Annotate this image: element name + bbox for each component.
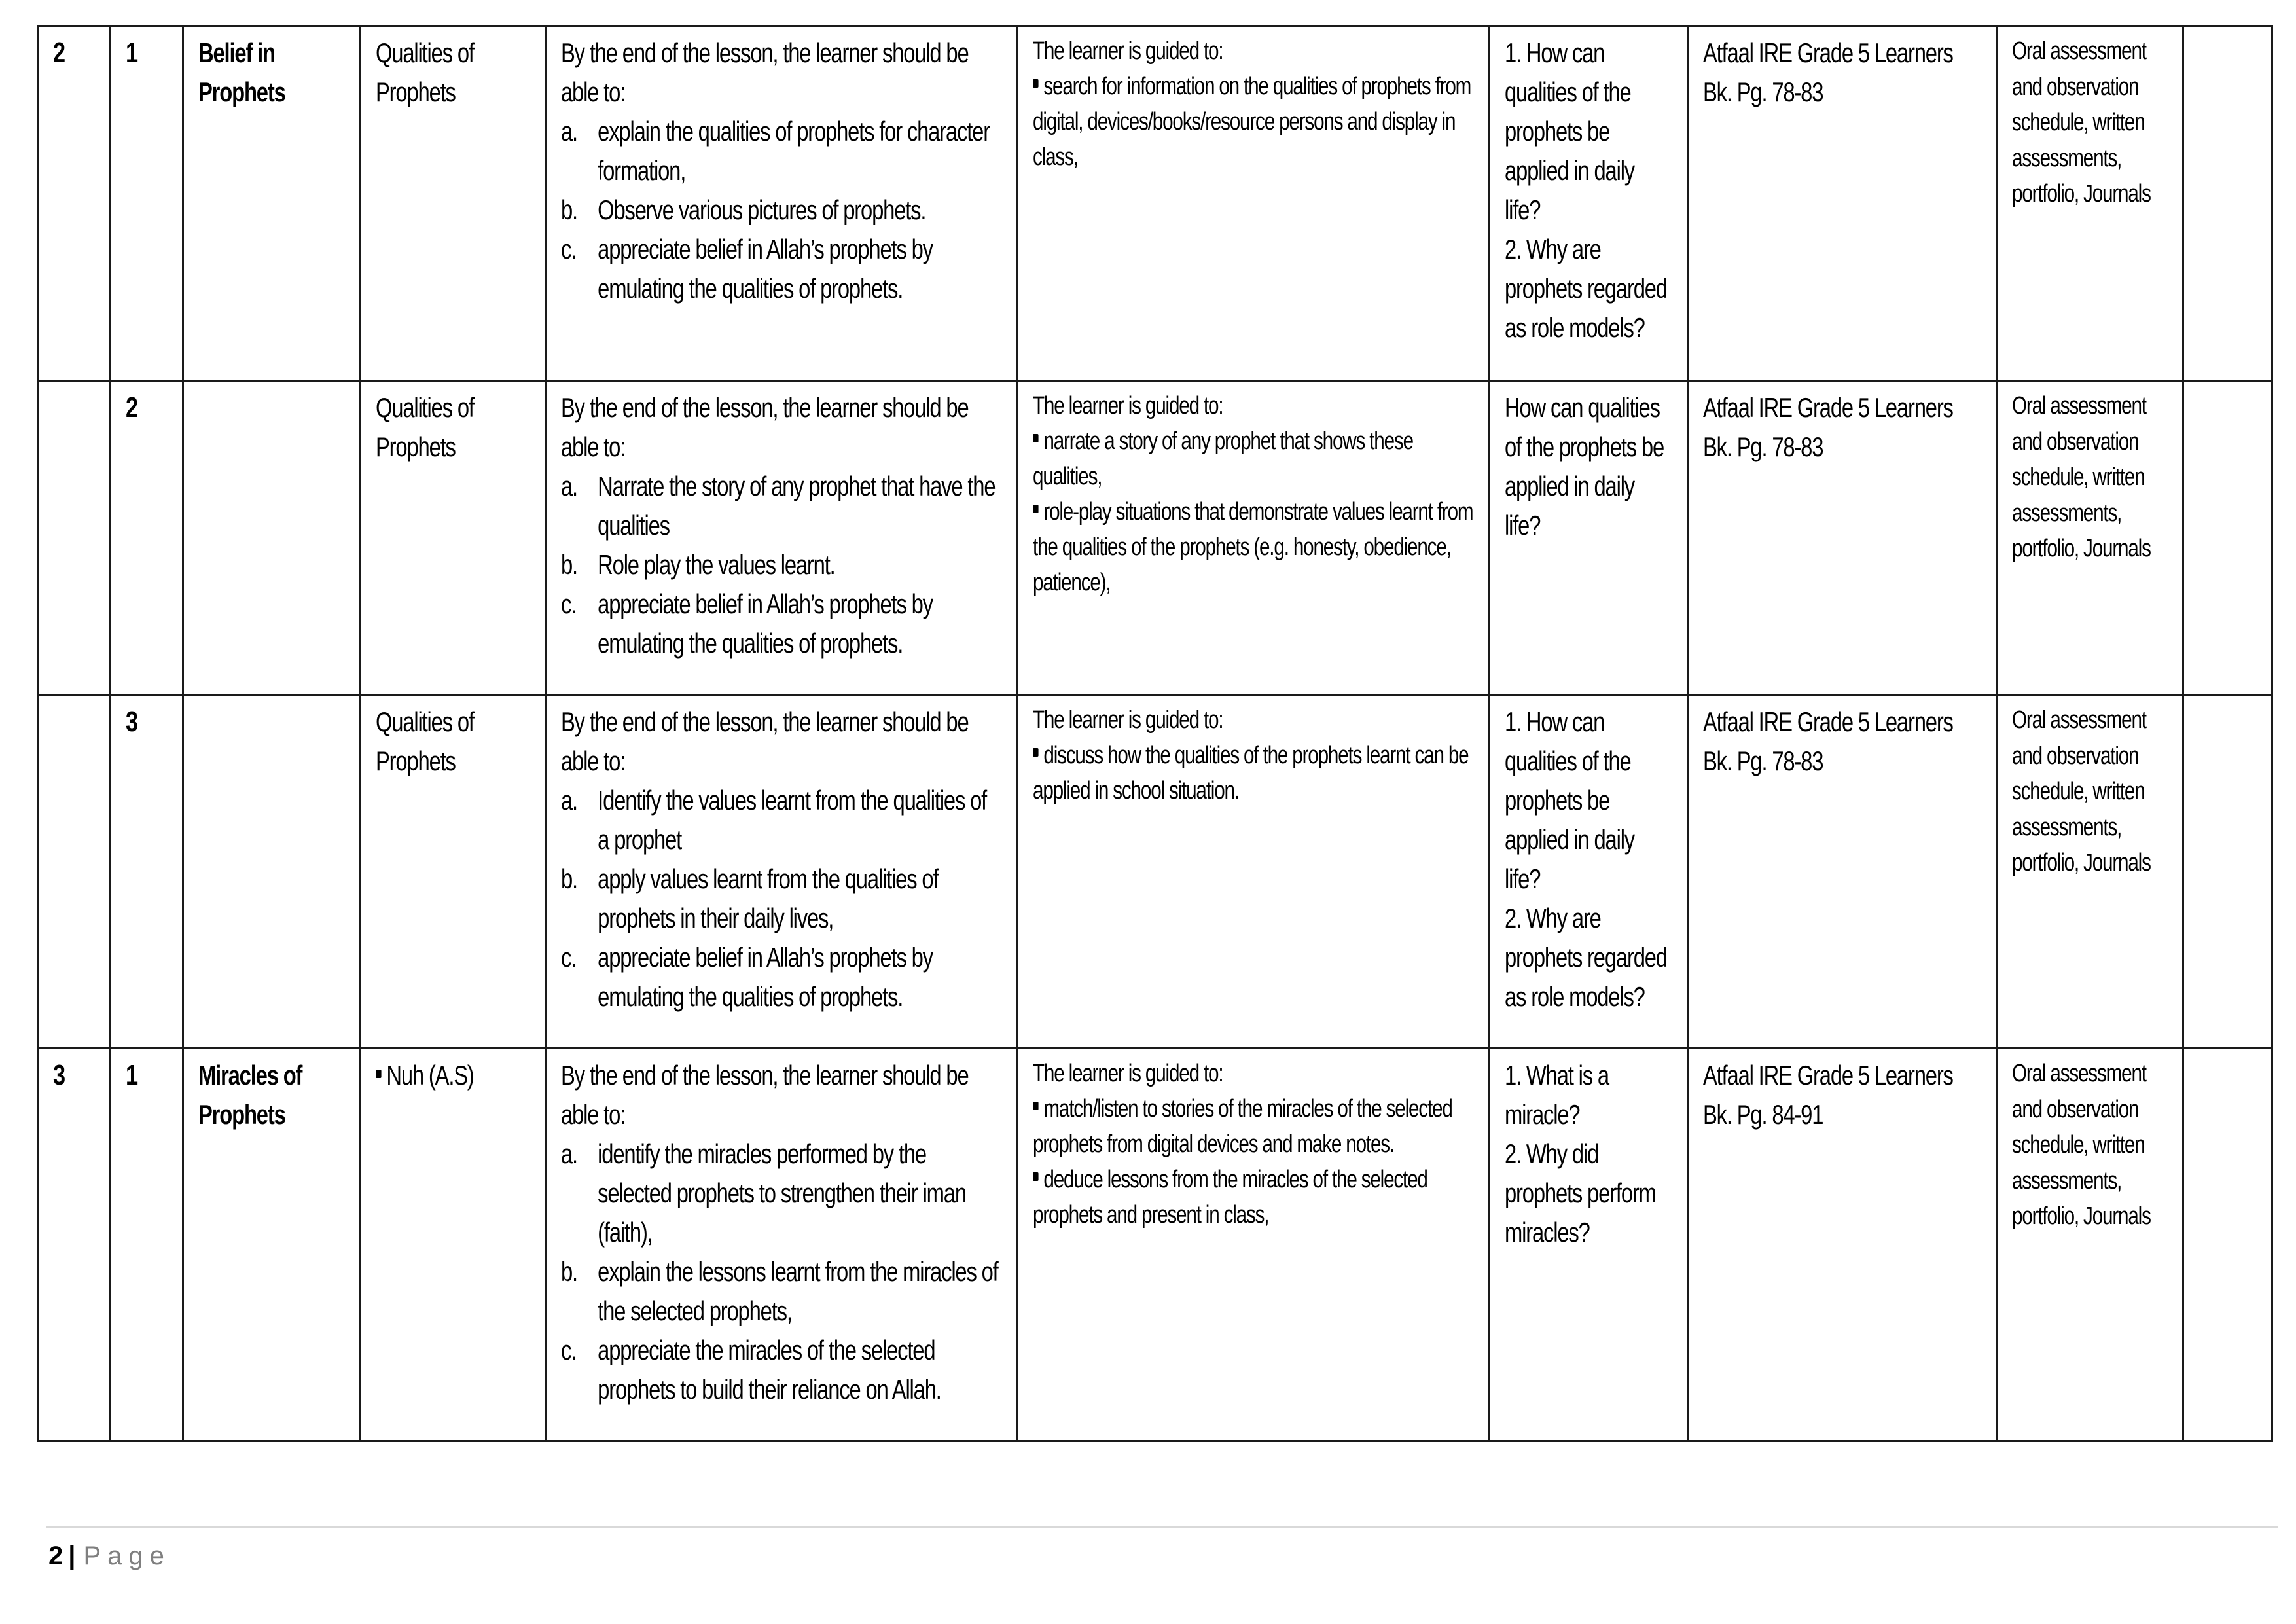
assessment-cell: [1997, 1049, 2183, 1441]
page-label: Page: [83, 1542, 171, 1570]
outcome-text: Role play the values learnt.: [598, 549, 835, 580]
outcome-item: [561, 190, 1003, 230]
inquiry-question: 1. What is a miracle?: [1505, 1060, 1609, 1130]
experience-text: deduce lessons from the miracles of the selected prophets and present in class,: [1033, 1166, 1427, 1229]
outcome-item: [561, 585, 1003, 663]
inquiry-question: 2. Why are prophets regarded as role models?: [1505, 234, 1667, 343]
outcomes-list: [561, 467, 1003, 663]
resources-text: Atfaal IRE Grade 5 Learners Bk. Pg. 78-83: [1703, 37, 1953, 107]
experience-item: [1033, 1162, 1475, 1233]
assessment-text: Oral assessment and observation schedule, written assessments, portfolio, Journals: [2012, 706, 2151, 876]
sub-strand-text: Qualities of Prophets: [376, 37, 474, 107]
table-row: [38, 695, 2272, 1049]
inquiry-questions-cell: [1490, 695, 1688, 1049]
page-separator: |: [68, 1542, 76, 1570]
experiences-list: [1033, 424, 1475, 600]
outcome-text: appreciate belief in Allah’s prophets by emulating the qualities of prophets.: [598, 588, 933, 659]
strand-cell: [183, 695, 361, 1049]
inquiry-question: 1. How can qualities of the prophets be applied in daily life?: [1505, 37, 1635, 225]
assessment-text: Oral assessment and observation schedule, written assessments, portfolio, Journals: [2012, 1060, 2151, 1230]
outcome-item: [561, 938, 1003, 1017]
outcome-text: appreciate belief in Allah’s prophets by emulating the qualities of prophets.: [598, 942, 933, 1012]
inquiry-questions-cell: [1490, 1049, 1688, 1441]
table-row: [38, 26, 2272, 381]
learning-outcomes-cell: [546, 1049, 1018, 1441]
resources-text: Atfaal IRE Grade 5 Learners Bk. Pg. 84-91: [1703, 1060, 1953, 1130]
table-body: [38, 26, 2272, 1441]
learning-outcomes-cell: [546, 381, 1018, 695]
sub-strand-text: Nuh (A.S): [386, 1060, 474, 1091]
learning-outcomes-cell: [546, 695, 1018, 1049]
week-number: 3: [53, 1059, 65, 1091]
outcome-text: appreciate the miracles of the selected prophets to build their reliance on Allah.: [598, 1335, 941, 1405]
outcome-text: Narrate the story of any prophet that have the qualities: [598, 471, 996, 541]
lesson-cell: [111, 26, 183, 381]
table-row: [38, 1049, 2272, 1441]
outcome-item: [561, 230, 1003, 308]
outcome-item: [561, 545, 1003, 585]
resources-cell: [1688, 1049, 1997, 1441]
learning-experiences-cell: [1018, 26, 1490, 381]
inquiry-question: 2. Why did prophets perform miracles?: [1505, 1138, 1656, 1248]
outcomes-intro: By the end of the lesson, the learner should be able to:: [561, 392, 969, 462]
outcome-item: [561, 1134, 1003, 1252]
strand-title: Belief in Prophets: [198, 37, 285, 107]
experiences-intro: The learner is guided to:: [1033, 706, 1223, 734]
lesson-cell: [111, 381, 183, 695]
lesson-cell: [111, 1049, 183, 1441]
lesson-number: 1: [126, 37, 137, 69]
assessment-text: Oral assessment and observation schedule, written assessments, portfolio, Journals: [2012, 392, 2151, 562]
outcome-text: explain the lessons learnt from the miracles of the selected prophets,: [598, 1256, 998, 1326]
bullet-icon: [1033, 79, 1039, 88]
bullet-icon: [376, 1070, 382, 1078]
outcome-item: [561, 467, 1003, 545]
outcome-marker: c.: [561, 942, 577, 973]
bullet-icon: [1033, 748, 1039, 757]
experience-text: discuss how the qualities of the prophets learnt can be applied in school situation.: [1033, 742, 1469, 804]
outcomes-intro: By the end of the lesson, the learner should be able to:: [561, 37, 969, 107]
inquiry-questions: [1505, 702, 1674, 1017]
outcome-text: Observe various pictures of prophets.: [598, 194, 926, 225]
outcome-item: [561, 1331, 1003, 1409]
inquiry-questions-cell: [1490, 26, 1688, 381]
strand-title: Miracles of Prophets: [198, 1060, 302, 1130]
learning-outcomes-cell: [546, 26, 1018, 381]
assessment-cell: [1997, 26, 2183, 381]
outcome-item: [561, 781, 1003, 859]
sub-strand-cell: [361, 381, 546, 695]
outcome-marker: a.: [561, 471, 577, 501]
sub-strand-text: Qualities of Prophets: [376, 392, 474, 462]
week-cell: [38, 695, 111, 1049]
outcome-text: apply values learnt from the qualities of prophets in their daily lives,: [598, 863, 939, 933]
inquiry-question: 2. Why are prophets regarded as role models?: [1505, 903, 1667, 1012]
sub-strand-title: [376, 388, 531, 467]
strand-cell: [183, 381, 361, 695]
outcome-marker: c.: [561, 588, 577, 619]
inquiry-question: 1. How can qualities of the prophets be applied in daily life?: [1505, 706, 1635, 894]
bullet-icon: [1033, 1102, 1039, 1110]
experiences-list: [1033, 738, 1475, 808]
bullet-icon: [1033, 1172, 1039, 1181]
outcome-text: appreciate belief in Allah’s prophets by emulating the qualities of prophets.: [598, 234, 933, 304]
outcome-marker: c.: [561, 1335, 577, 1365]
outcome-marker: a.: [561, 785, 577, 816]
assessment-cell: [1997, 381, 2183, 695]
experience-text: narrate a story of any prophet that shows these qualities,: [1033, 427, 1413, 490]
outcomes-intro: By the end of the lesson, the learner should be able to:: [561, 706, 969, 776]
experiences-list: [1033, 69, 1475, 175]
week-number: 2: [53, 37, 65, 69]
sub-strand-cell: [361, 695, 546, 1049]
experience-item: [1033, 69, 1475, 175]
inquiry-question: How can qualities of the prophets be applied in daily life?: [1505, 392, 1664, 541]
bullet-icon: [1033, 434, 1039, 442]
page-number: 2: [48, 1542, 63, 1570]
outcomes-list: [561, 1134, 1003, 1409]
experience-item: [1033, 1091, 1475, 1162]
learning-experiences-cell: [1018, 381, 1490, 695]
sub-strand-title: [376, 33, 531, 112]
assessment-text: Oral assessment and observation schedule, written assessments, portfolio, Journals: [2012, 37, 2151, 208]
lesson-cell: [111, 695, 183, 1049]
outcome-marker: b.: [561, 549, 577, 580]
outcomes-intro: By the end of the lesson, the learner should be able to:: [561, 1060, 969, 1130]
outcome-marker: b.: [561, 194, 577, 225]
bullet-icon: [1033, 505, 1039, 513]
inquiry-questions: [1505, 388, 1674, 545]
sub-strand-cell: [361, 1049, 546, 1441]
resources-text: Atfaal IRE Grade 5 Learners Bk. Pg. 78-83: [1703, 392, 1953, 462]
outcome-item: [561, 859, 1003, 938]
outcome-item: [561, 1252, 1003, 1331]
sub-strand-text: Qualities of Prophets: [376, 706, 474, 776]
outcome-marker: b.: [561, 863, 577, 894]
outcomes-list: [561, 112, 1003, 308]
resources-cell: [1688, 381, 1997, 695]
experiences-intro: The learner is guided to:: [1033, 37, 1223, 65]
outcome-marker: b.: [561, 1256, 577, 1287]
resources-cell: [1688, 26, 1997, 381]
scheme-of-work-table: [37, 25, 2273, 1442]
inquiry-questions: [1505, 1056, 1674, 1252]
experience-item: [1033, 738, 1475, 808]
experience-text: match/listen to stories of the miracles of the selected prophets from digital devices and make notes.: [1033, 1095, 1452, 1158]
experiences-intro: The learner is guided to:: [1033, 392, 1223, 420]
outcome-marker: a.: [561, 116, 577, 147]
sub-strand-title: [376, 1056, 531, 1095]
experiences-list: [1033, 1091, 1475, 1233]
learning-experiences-cell: [1018, 695, 1490, 1049]
week-cell: [38, 26, 111, 381]
sub-strand-title: [376, 702, 531, 781]
lesson-number: 2: [126, 391, 137, 424]
lesson-number: 3: [126, 706, 137, 738]
outcome-marker: c.: [561, 234, 577, 264]
experience-text: search for information on the qualities of prophets from digital, devices/books/resource persons and display in class,: [1033, 73, 1471, 171]
inquiry-questions-cell: [1490, 381, 1688, 695]
experience-text: role-play situations that demonstrate values learnt from the qualities of the prophets (e.g. honesty, obedience, patience),: [1033, 498, 1473, 596]
outcome-text: Identify the values learnt from the qualities of a prophet: [598, 785, 987, 855]
assessment-cell: [1997, 695, 2183, 1049]
page-footer: [48, 1540, 171, 1572]
outcome-text: explain the qualities of prophets for character formation,: [598, 116, 990, 186]
outcome-item: [561, 112, 1003, 190]
resources-cell: [1688, 695, 1997, 1049]
footer-divider: [46, 1526, 2278, 1528]
strand-cell: [183, 26, 361, 381]
table-row: [38, 381, 2272, 695]
resources-text: Atfaal IRE Grade 5 Learners Bk. Pg. 78-83: [1703, 706, 1953, 776]
strand-cell: [183, 1049, 361, 1441]
experience-item: [1033, 494, 1475, 600]
week-cell: [38, 1049, 111, 1441]
outcome-marker: a.: [561, 1138, 577, 1169]
lesson-number: 1: [126, 1059, 137, 1091]
outcome-text: identify the miracles performed by the selected prophets to strengthen their iman (faith),: [598, 1138, 966, 1248]
experience-item: [1033, 424, 1475, 494]
week-cell: [38, 381, 111, 695]
learning-experiences-cell: [1018, 1049, 1490, 1441]
sub-strand-cell: [361, 26, 546, 381]
inquiry-questions: [1505, 33, 1674, 348]
outcomes-list: [561, 781, 1003, 1017]
experiences-intro: The learner is guided to:: [1033, 1060, 1223, 1087]
